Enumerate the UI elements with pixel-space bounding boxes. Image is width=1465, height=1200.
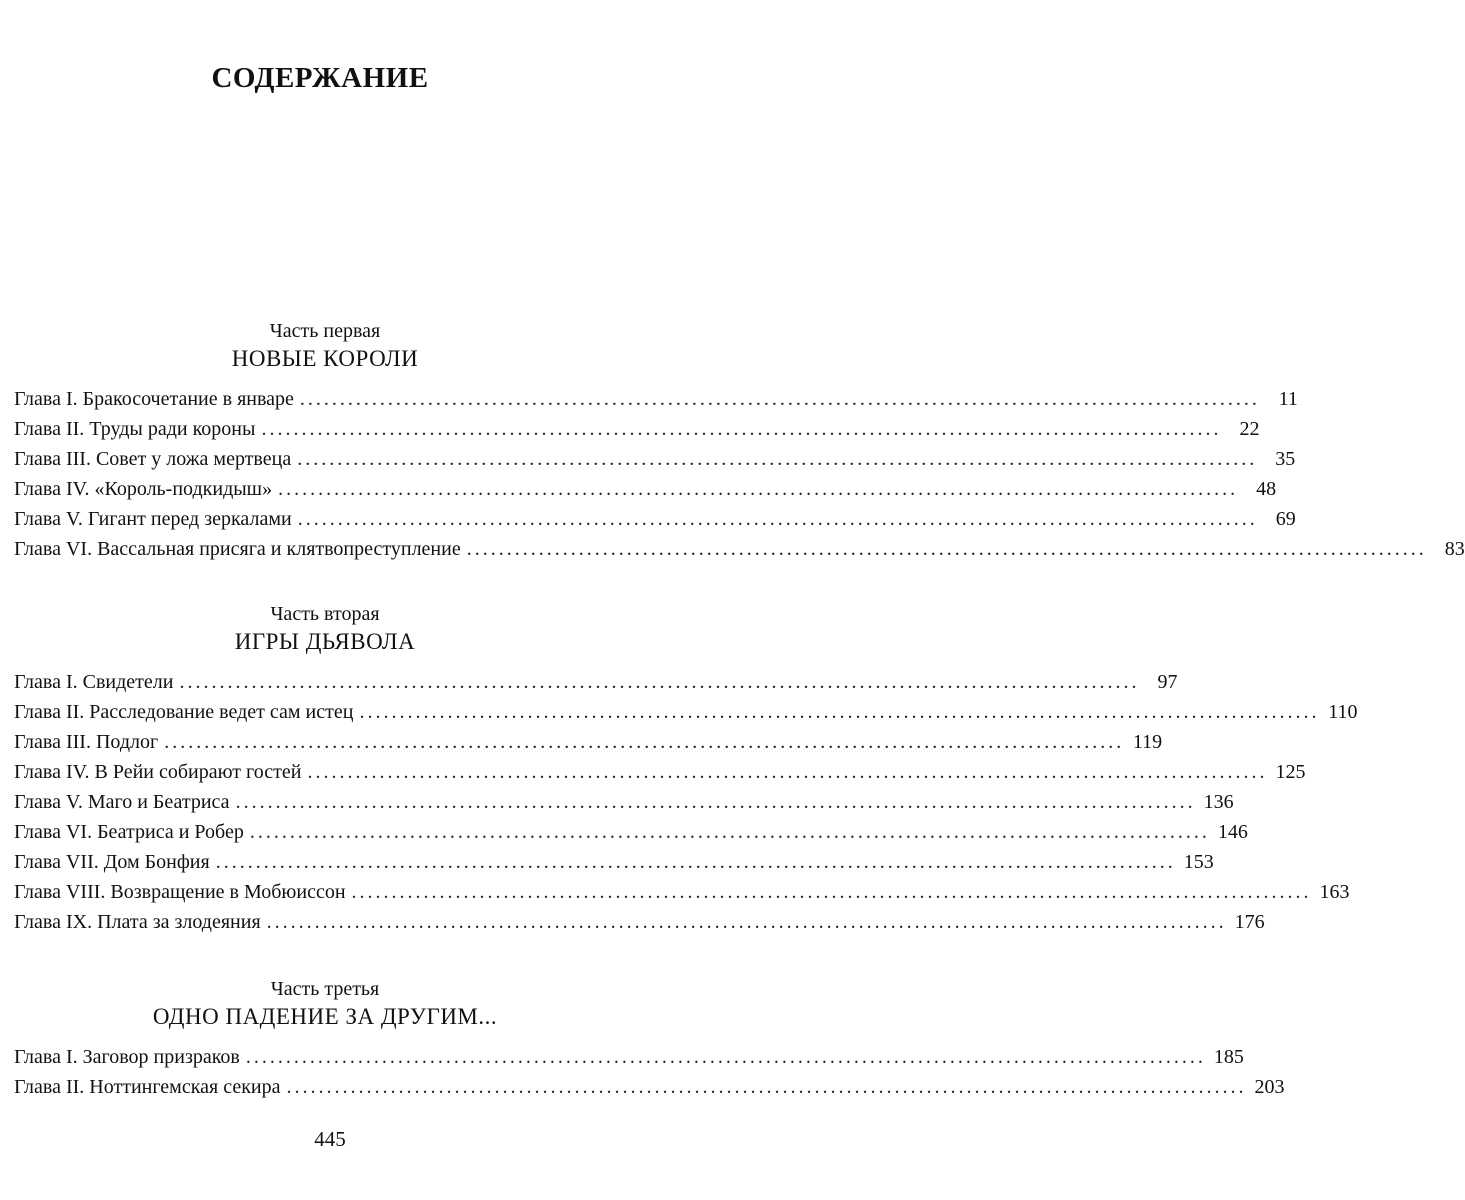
toc-entry[interactable] — [14, 761, 1306, 791]
dot-leader: ........................................................................................................................ — [351, 881, 1312, 903]
dot-leader: ........................................................................................................................ — [215, 851, 1176, 873]
chapter-title: Глава VI. Беатриса и Робер — [14, 821, 244, 843]
dot-leader: ........................................................................................................................ — [266, 911, 1227, 933]
toc-entry[interactable] — [14, 881, 1350, 911]
chapter-page-number: 83 — [1444, 538, 1465, 560]
part-label: Часть первая — [269, 320, 381, 342]
dot-leader: ........................................................................................................................ — [307, 761, 1268, 783]
dot-leader: ........................................................................................................................ — [235, 791, 1196, 813]
toc-entry[interactable] — [14, 731, 1163, 761]
chapter-title: Глава II. Труды ради короны — [14, 418, 256, 440]
chapter-page-number: 119 — [1132, 731, 1163, 753]
chapter-title: Глава I. Свидетели — [14, 671, 174, 693]
chapter-title: Глава IV. «Король-подкидыш» — [14, 478, 273, 500]
chapter-page-number: 185 — [1213, 1046, 1244, 1068]
chapter-title: Глава V. Гигант перед зеркалами — [14, 508, 292, 530]
chapter-page-number: 11 — [1278, 388, 1298, 410]
toc-entry[interactable] — [14, 448, 1296, 478]
part-label: Часть вторая — [270, 603, 380, 625]
dot-leader: ........................................................................................................................ — [278, 478, 1239, 500]
chapter-page-number: 125 — [1275, 761, 1306, 783]
chapter-list — [14, 1046, 1285, 1106]
chapter-title: Глава III. Подлог — [14, 731, 159, 753]
dot-leader: ........................................................................................................................ — [297, 448, 1258, 470]
part-3 — [14, 976, 1285, 1106]
dot-leader: ........................................................................................................................ — [359, 701, 1320, 723]
chapter-title: Глава IV. В Рейи собирают гостей — [14, 761, 302, 783]
chapter-page-number: 97 — [1157, 671, 1178, 693]
page-number: 445 — [314, 1127, 346, 1151]
part-2 — [14, 601, 1358, 941]
dot-leader: ........................................................................................................................ — [164, 731, 1125, 753]
chapter-title: Глава I. Заговор призраков — [14, 1046, 240, 1068]
dot-leader: ........................................................................................................................ — [297, 508, 1258, 530]
toc-entry[interactable] — [14, 851, 1214, 881]
toc-entry[interactable] — [14, 821, 1248, 851]
toc-entry[interactable] — [14, 671, 1178, 701]
chapter-title: Глава III. Совет у ложа мертвеца — [14, 448, 292, 470]
toc-entry[interactable] — [14, 508, 1296, 538]
chapter-page-number: 163 — [1319, 881, 1350, 903]
toc-entry[interactable] — [14, 791, 1234, 821]
part-title: ОДНО ПАДЕНИЕ ЗА ДРУГИМ... — [152, 1004, 498, 1029]
chapter-title: Глава I. Бракосочетание в январе — [14, 388, 294, 410]
dot-leader: ........................................................................................................................ — [466, 538, 1427, 560]
dot-leader: ........................................................................................................................ — [245, 1046, 1206, 1068]
page-title: СОДЕРЖАНИЕ — [211, 62, 429, 94]
part-title: ИГРЫ ДЬЯВОЛА — [234, 629, 416, 654]
dot-leader: ........................................................................................................................ — [179, 671, 1140, 693]
chapter-title: Глава II. Ноттингемская секира — [14, 1076, 281, 1098]
chapter-page-number: 136 — [1203, 791, 1234, 813]
chapter-page-number: 110 — [1328, 701, 1358, 723]
chapter-title: Глава VII. Дом Бонфия — [14, 851, 210, 873]
chapter-list — [14, 388, 1465, 568]
toc-entry[interactable] — [14, 478, 1277, 508]
toc-entry[interactable] — [14, 1046, 1244, 1076]
chapter-title: Глава VIII. Возвращение в Мобюиссон — [14, 881, 346, 903]
chapter-page-number: 176 — [1234, 911, 1265, 933]
chapter-page-number: 153 — [1183, 851, 1214, 873]
dot-leader: ........................................................................................................................ — [286, 1076, 1247, 1098]
chapter-page-number: 48 — [1256, 478, 1277, 500]
chapter-page-number: 203 — [1254, 1076, 1285, 1098]
part-1 — [14, 318, 1465, 568]
chapter-list — [14, 671, 1358, 941]
toc-entry[interactable] — [14, 418, 1260, 448]
chapter-page-number: 35 — [1275, 448, 1296, 470]
part-label: Часть третья — [270, 978, 380, 1000]
toc-entry[interactable] — [14, 911, 1265, 941]
toc-entry[interactable] — [14, 701, 1358, 731]
chapter-title: Глава VI. Вассальная присяга и клятвопреступление — [14, 538, 461, 560]
chapter-title: Глава V. Маго и Беатриса — [14, 791, 230, 813]
toc-entry[interactable] — [14, 1076, 1285, 1106]
chapter-title: Глава II. Расследование ведет сам истец — [14, 701, 354, 723]
chapter-page-number: 146 — [1217, 821, 1248, 843]
chapter-page-number: 22 — [1239, 418, 1260, 440]
dot-leader: ........................................................................................................................ — [299, 388, 1260, 410]
chapter-page-number: 69 — [1275, 508, 1296, 530]
toc-entry[interactable] — [14, 388, 1298, 418]
chapter-title: Глава IX. Плата за злодеяния — [14, 911, 261, 933]
dot-leader: ........................................................................................................................ — [249, 821, 1210, 843]
part-title: НОВЫЕ КОРОЛИ — [231, 346, 419, 371]
toc-entry[interactable] — [14, 538, 1465, 568]
dot-leader: ........................................................................................................................ — [261, 418, 1222, 440]
